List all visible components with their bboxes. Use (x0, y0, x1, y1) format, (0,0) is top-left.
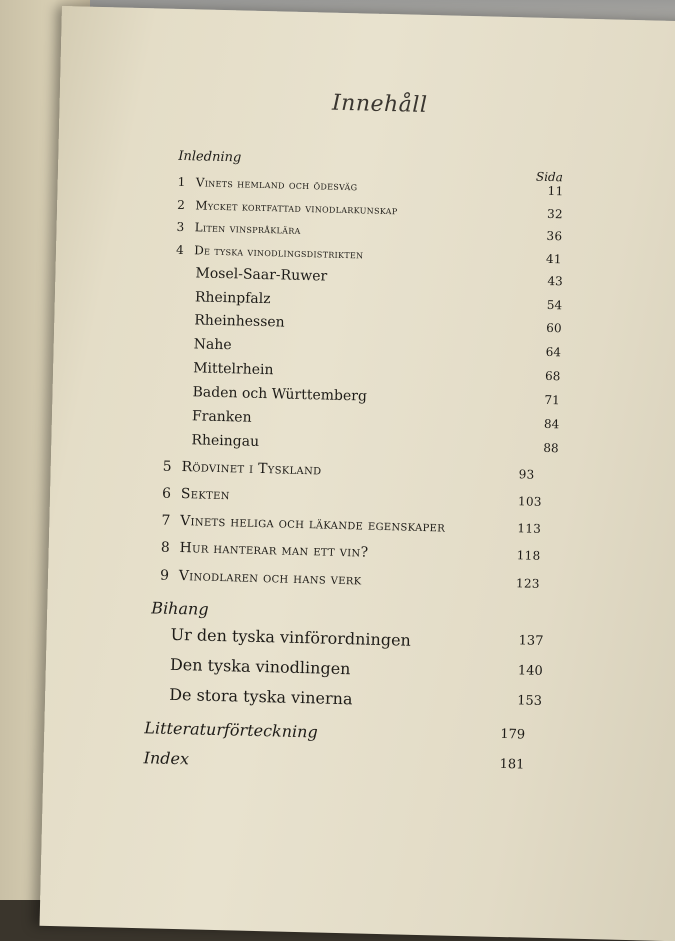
page-column-header: Sida (535, 169, 564, 185)
page-title: Innehåll (331, 90, 428, 118)
book-page: Innehåll Inledning Sida 1 Vinets hemland och ödesväg 11 2 Mycket kortfattad vinodlarkunskap 32 3 Liten vinspråklära 36 4 De tyska vinodlingsdistrikten 41 Mosel-Saar-Ruwer 43 Rheinpfalz 54 Rheinhessen 60 Nahe 64 Mittelrhein 68 Baden och Württemberg 71 Franken 84 Rheingau 88 5 Rödvinet i Tyskland 93 6 Sekten 103 7 Vinets heliga och läkande egenskaper 113 8 Hur hanterar man ett vin? 118 9 Vinodlaren och hans verk 123 Bihang Ur den tyska vinförordningen 137 Den tyska vinodlingen 140 De stora tyska vinerna 153 Litteraturförteckning 179 Index 181 (40, 6, 675, 941)
